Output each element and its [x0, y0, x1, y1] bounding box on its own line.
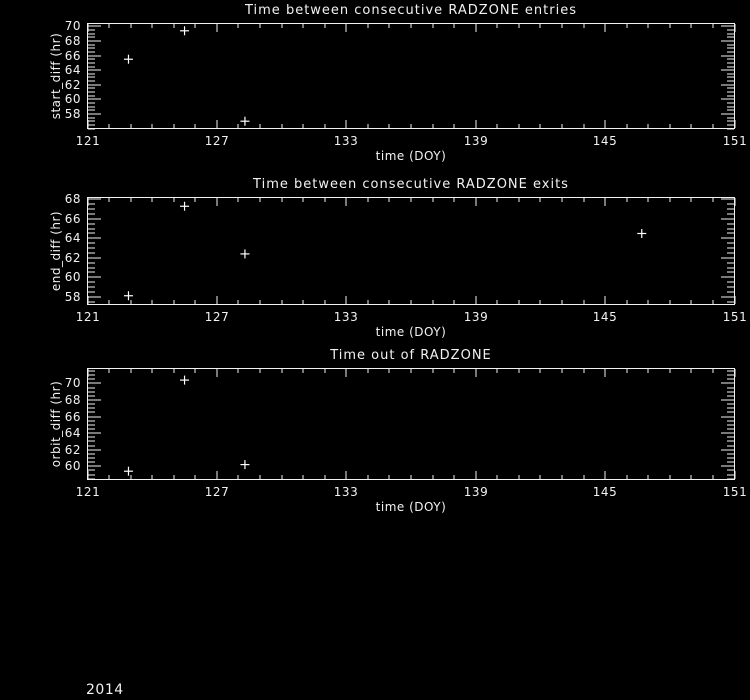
- y-tick-label: 64: [64, 63, 81, 77]
- plot-frame: [88, 198, 735, 305]
- data-point-marker: [240, 460, 249, 469]
- data-point-marker: [124, 55, 133, 64]
- y-axis-label: end_diff (hr): [49, 210, 63, 292]
- y-tick-label: 64: [64, 426, 81, 440]
- data-point-marker: [180, 202, 189, 211]
- data-point-marker: [180, 26, 189, 35]
- y-tick-label: 60: [64, 92, 81, 106]
- chart-title: Time between consecutive RADZONE entries: [244, 3, 578, 18]
- y-tick-label: 62: [64, 78, 81, 92]
- x-tick-label: 145: [592, 310, 618, 324]
- y-tick-label: 62: [64, 443, 81, 457]
- year-label: 2014: [86, 682, 124, 698]
- y-tick-label: 68: [64, 34, 81, 48]
- x-tick-label: 139: [463, 134, 489, 148]
- x-tick-label: 145: [592, 134, 618, 148]
- chart-time-out-of-radzone: [49, 348, 748, 514]
- data-point-marker: [240, 117, 249, 126]
- y-tick-label: 66: [64, 212, 81, 226]
- x-tick-label: 121: [75, 485, 101, 499]
- y-tick-label: 68: [64, 393, 81, 407]
- x-tick-label: 151: [722, 134, 748, 148]
- x-tick-label: 139: [463, 310, 489, 324]
- plot-frame: [88, 369, 735, 480]
- x-tick-label: 133: [333, 134, 359, 148]
- y-tick-label: 62: [64, 251, 81, 265]
- y-tick-label: 66: [64, 410, 81, 424]
- x-tick-label: 121: [75, 134, 101, 148]
- x-axis-label: time (DOY): [375, 325, 447, 339]
- y-axis-label: start_diff (hr): [49, 32, 63, 120]
- y-tick-label: 58: [64, 107, 81, 121]
- x-tick-label: 133: [333, 485, 359, 499]
- chart-radzone-entries: [49, 3, 748, 163]
- x-axis-label: time (DOY): [375, 149, 447, 163]
- chart-radzone-exits: [49, 177, 748, 339]
- data-point-marker: [124, 291, 133, 300]
- chart-title: Time between consecutive RADZONE exits: [253, 177, 569, 192]
- plot-canvas: [64, 368, 748, 499]
- plot-canvas: [64, 192, 748, 324]
- x-tick-label: 139: [463, 485, 489, 499]
- y-tick-label: 64: [64, 231, 81, 245]
- chart-title: Time out of RADZONE: [330, 348, 492, 363]
- data-point-marker: [240, 249, 249, 258]
- y-tick-label: 58: [64, 290, 81, 304]
- x-tick-label: 151: [722, 485, 748, 499]
- y-tick-label: 70: [64, 376, 81, 390]
- data-point-marker: [124, 467, 133, 476]
- plot-canvas: [64, 19, 748, 148]
- data-point-marker: [637, 229, 646, 238]
- y-tick-label: 68: [64, 192, 81, 206]
- y-tick-label: 60: [64, 270, 81, 284]
- plot-frame: [88, 24, 735, 129]
- x-tick-label: 121: [75, 310, 101, 324]
- y-tick-label: 66: [64, 49, 81, 63]
- y-tick-label: 60: [64, 459, 81, 473]
- x-tick-label: 145: [592, 485, 618, 499]
- x-tick-label: 127: [204, 310, 230, 324]
- x-tick-label: 151: [722, 310, 748, 324]
- y-tick-label: 70: [64, 19, 81, 33]
- x-tick-label: 127: [204, 134, 230, 148]
- y-axis-label: orbit_diff (hr): [49, 380, 63, 468]
- x-axis-label: time (DOY): [375, 500, 447, 514]
- data-point-marker: [180, 376, 189, 385]
- x-tick-label: 127: [204, 485, 230, 499]
- x-tick-label: 133: [333, 310, 359, 324]
